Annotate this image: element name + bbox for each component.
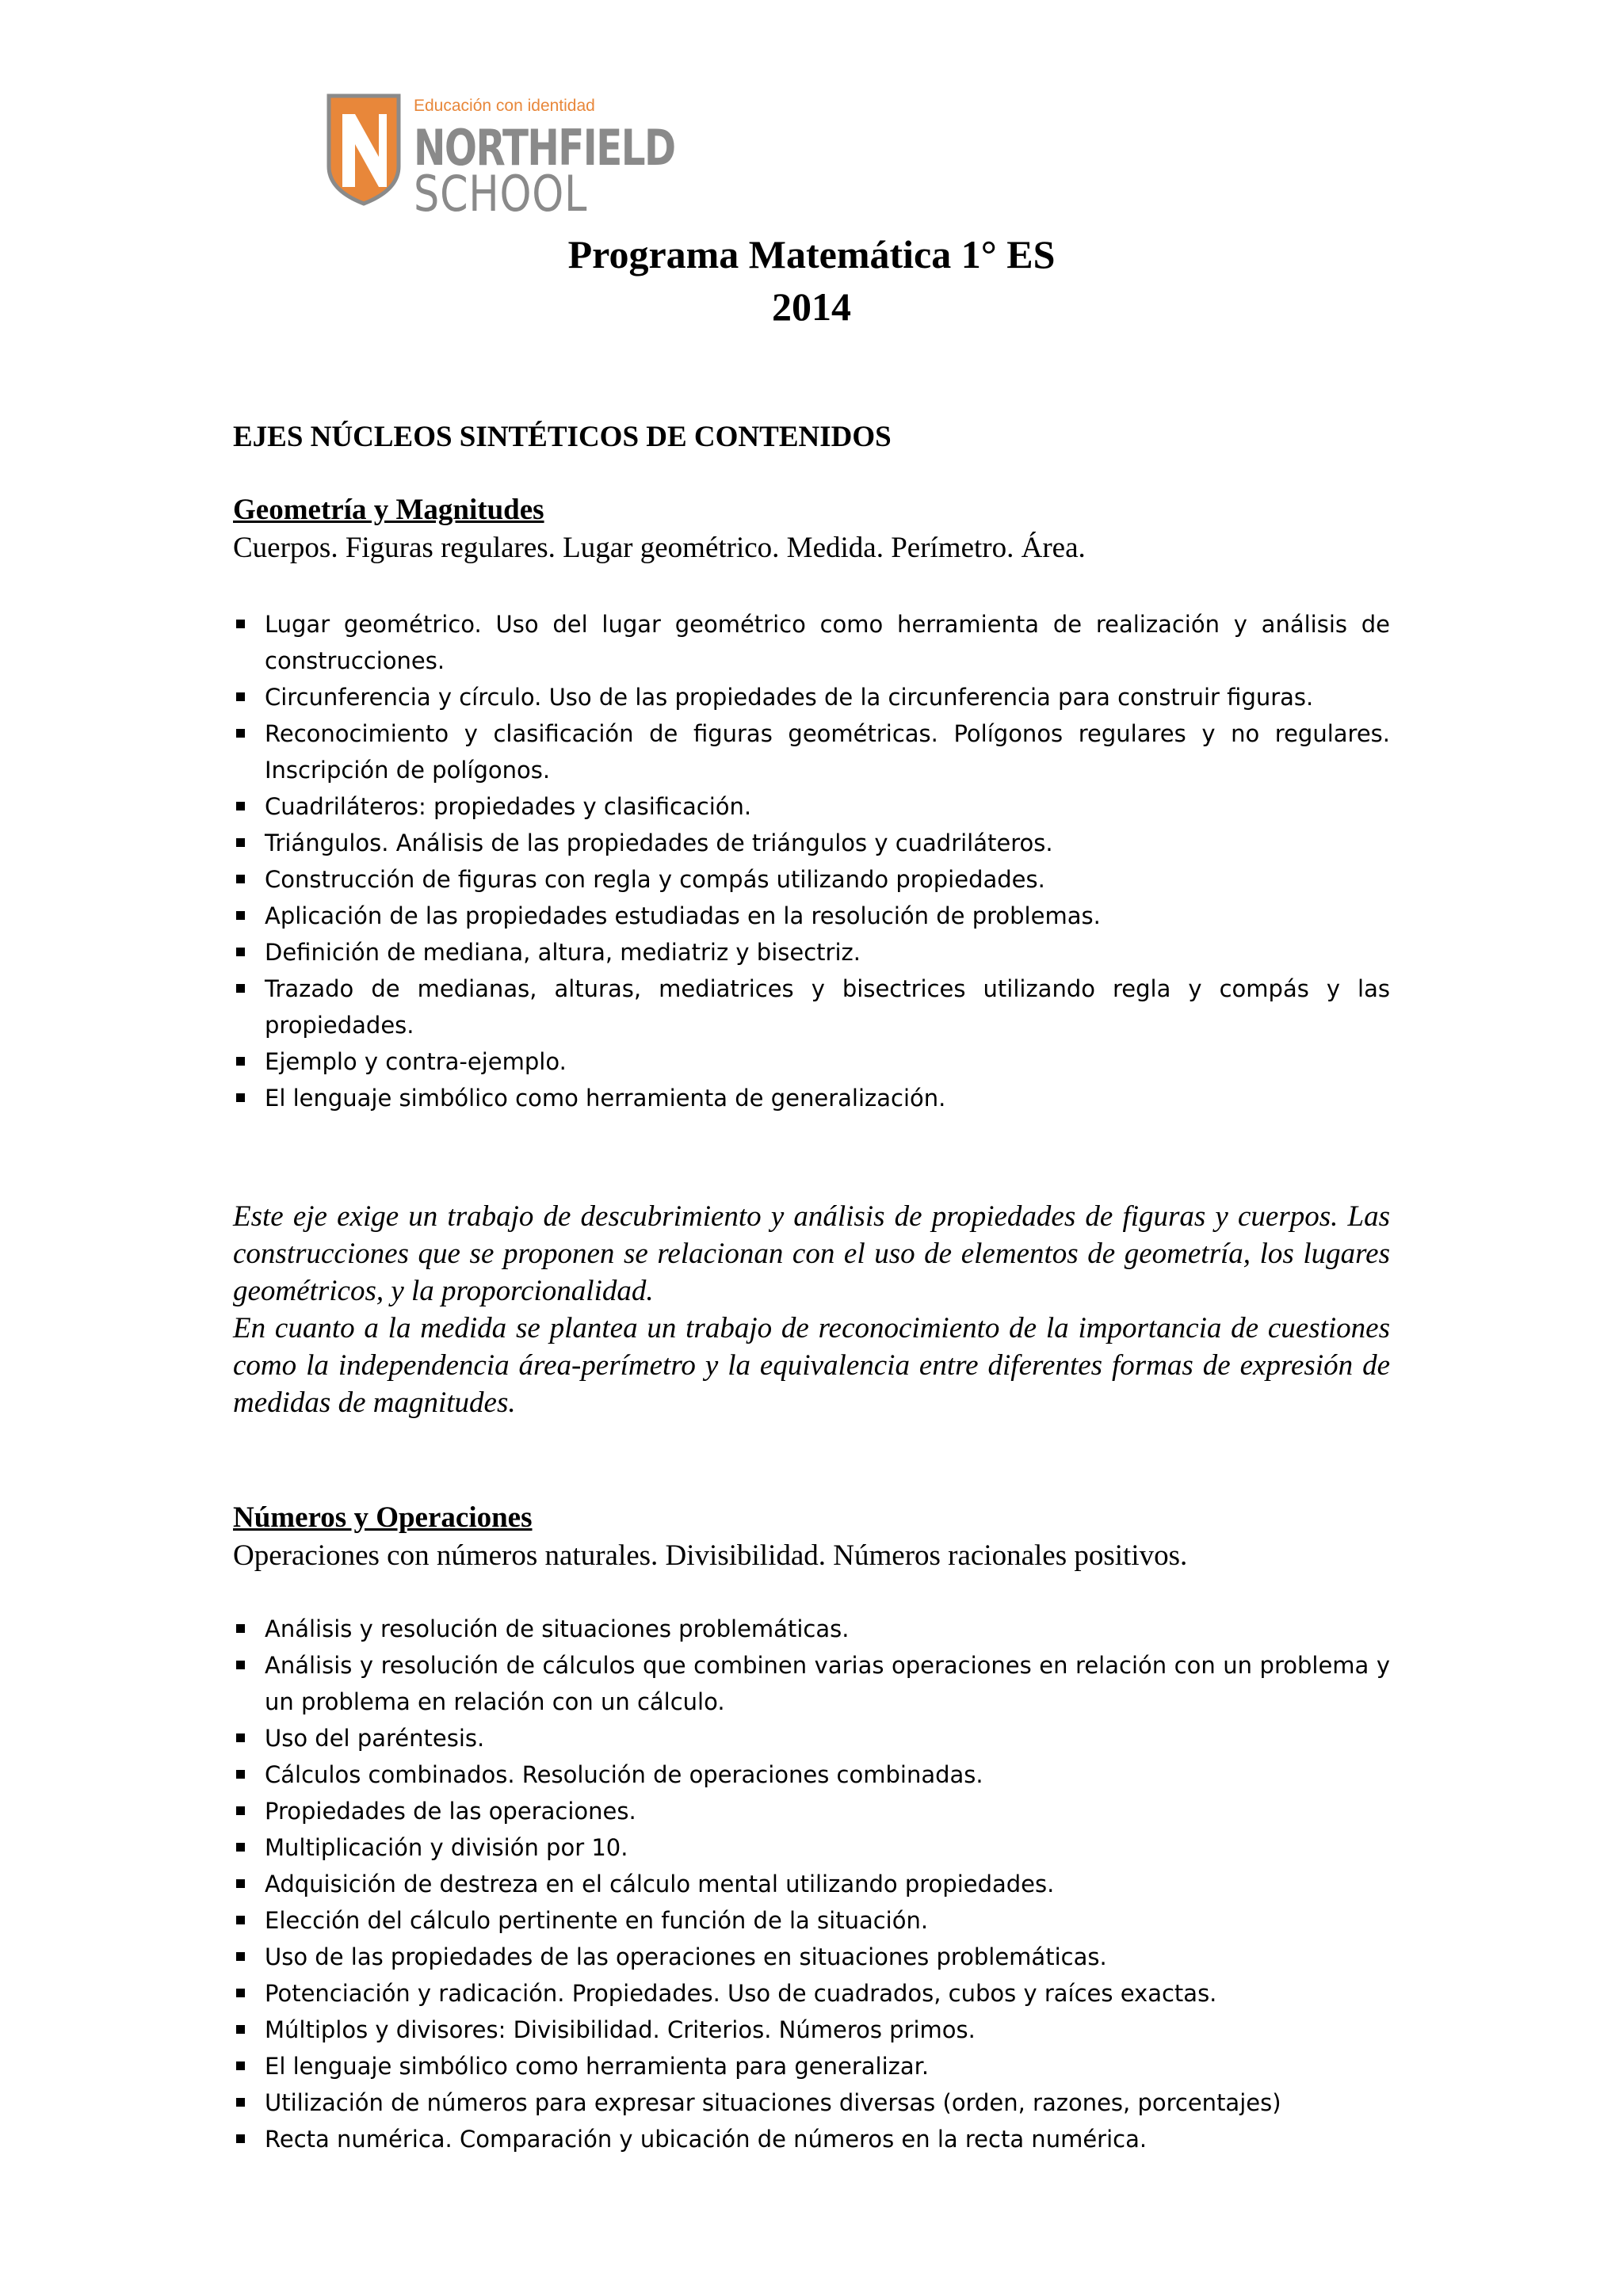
logo-tagline: Educación con identidad bbox=[414, 97, 595, 115]
list-item: Triángulos. Análisis de las propiedades de triángulos y cuadriláteros. bbox=[233, 825, 1390, 861]
list-item: Análisis y resolución de situaciones problemáticas. bbox=[233, 1611, 1390, 1647]
section-subtitle-numeros: Operaciones con números naturales. Divisibilidad. Números racionales positivos. bbox=[233, 1539, 1188, 1572]
list-item: Análisis y resolución de cálculos que combinen varias operaciones en relación con un problema y un problema en relación con un cálculo. bbox=[233, 1647, 1390, 1720]
note-paragraph: En cuanto a la medida se plantea un trabajo de reconocimiento de la importancia de cuestiones como la independencia área-perímetro y la equivalencia entre diferentes formas de expresión de medidas de magnitudes. bbox=[233, 1312, 1390, 1419]
main-heading: EJES NÚCLEOS SINTÉTICOS DE CONTENIDOS bbox=[233, 421, 892, 453]
document-year: 2014 bbox=[772, 284, 851, 329]
list-item: Trazado de medianas, alturas, mediatrices y bisectrices utilizando regla y compás y las propiedades. bbox=[233, 971, 1390, 1043]
section-note-geometria bbox=[233, 1198, 1390, 1421]
list-item: Cálculos combinados. Resolución de operaciones combinadas. bbox=[233, 1756, 1390, 1793]
list-item: Construcción de figuras con regla y compás utilizando propiedades. bbox=[233, 861, 1390, 898]
document-title: Programa Matemática 1° ES bbox=[567, 232, 1056, 277]
list-item: Potenciación y radicación. Propiedades. Uso de cuadrados, cubos y raíces exactas. bbox=[233, 1975, 1390, 2012]
list-item: Aplicación de las propiedades estudiadas en la resolución de problemas. bbox=[233, 898, 1390, 934]
section-title-numeros: Números y Operaciones bbox=[233, 1501, 533, 1534]
section-subtitle-geometria: Cuerpos. Figuras regulares. Lugar geométrico. Medida. Perímetro. Área. bbox=[233, 532, 1086, 564]
list-item: Múltiplos y divisores: Divisibilidad. Criterios. Números primos. bbox=[233, 2012, 1390, 2048]
list-item: Cuadriláteros: propiedades y clasificación. bbox=[233, 788, 1390, 825]
section-title-geometria: Geometría y Magnitudes bbox=[233, 494, 544, 526]
list-item: Ejemplo y contra-ejemplo. bbox=[233, 1043, 1390, 1080]
shield-logo-icon bbox=[327, 93, 401, 206]
list-item: Multiplicación y división por 10. bbox=[233, 1829, 1390, 1866]
list-item: Uso de las propiedades de las operaciones en situaciones problemáticas. bbox=[233, 1939, 1390, 1975]
list-item: Adquisición de destreza en el cálculo mental utilizando propiedades. bbox=[233, 1866, 1390, 1902]
list-item: Circunferencia y círculo. Uso de las propiedades de la circunferencia para construir figuras. bbox=[233, 679, 1390, 715]
bullet-list-numeros bbox=[233, 1611, 1390, 2157]
bullet-list-geometria bbox=[233, 606, 1390, 1116]
school-logo bbox=[327, 93, 675, 223]
list-item: El lenguaje simbólico como herramienta de generalización. bbox=[233, 1080, 1390, 1116]
list-item: Recta numérica. Comparación y ubicación de números en la recta numérica. bbox=[233, 2121, 1390, 2157]
list-item: Definición de mediana, altura, mediatriz y bisectriz. bbox=[233, 934, 1390, 971]
list-item: El lenguaje simbólico como herramienta para generalizar. bbox=[233, 2048, 1390, 2084]
list-item: Reconocimiento y clasificación de figuras geométricas. Polígonos regulares y no regulares. Inscripción de polígonos. bbox=[233, 715, 1390, 788]
list-item: Uso del paréntesis. bbox=[233, 1720, 1390, 1756]
list-item: Propiedades de las operaciones. bbox=[233, 1793, 1390, 1829]
list-item: Elección del cálculo pertinente en función de la situación. bbox=[233, 1902, 1390, 1939]
list-item: Utilización de números para expresar situaciones diversas (orden, razones, porcentajes) bbox=[233, 2084, 1390, 2121]
logo-school-word: SCHOOL bbox=[414, 165, 588, 223]
note-paragraph: Este eje exige un trabajo de descubrimiento y análisis de propiedades de figuras y cuerpos. Las construcciones que se proponen se relacionan con el uso de elementos de geometría, los lugares geométricos, y la proporcionalidad. bbox=[233, 1200, 1390, 1307]
list-item: Lugar geométrico. Uso del lugar geométrico como herramienta de realización y análisis de construcciones. bbox=[233, 606, 1390, 679]
logo-school-name: NORTHFIELD bbox=[414, 119, 675, 177]
